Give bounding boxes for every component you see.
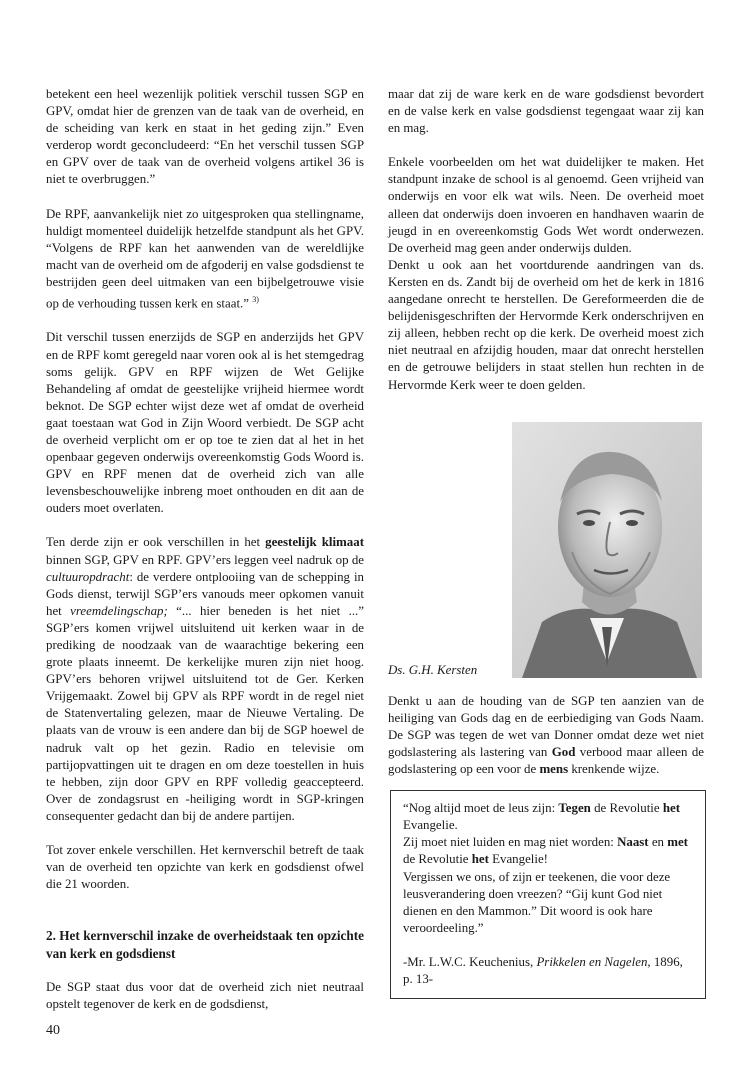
quote-box [390, 790, 706, 999]
section-heading: 2. Het kernverschil inzake de overheidstaak ten opzichte van kerk en godsdienst [46, 928, 364, 961]
quote-line: Vergissen we ons, of zijn er teekenen, die voor deze leusverandering doen vreezen? “Gij kunt God niet dienen en den Mammon.” Dit woord is ook hare veroordeeling.” [403, 869, 671, 935]
paragraph: Dit verschil tussen enerzijds de SGP en anderzijds het GPV en de RPF komt geregeld naar voren ook al is het stemgedrag soms gelijk. GPV en RPF wijzen de Wet Gelijke Behandeling af omdat de geestelijke vrijheid hiermee wordt beknot. De SGP echter wijst deze wet af omdat de overheid gaat toestaan wat God in Zijn Woord verbiedt. De SGP acht de overheid verplicht om er op toe te zien dat al het in het openbaar gegeven onderwijs overeenkomstig Gods Woord is. GPV en RPF menen dat de overheid zich van alle levensbeschouwelijke inbreng moet onthouden en dit aan de ouders moet overlaten. [46, 330, 364, 516]
quote-line: “Nog altijd moet de leus zijn: Tegen de Revolutie het Evangelie. [403, 801, 681, 833]
photo-caption: Ds. G.H. Kersten [388, 662, 478, 677]
italic-term: vreemdelingschap; [70, 603, 168, 618]
quote-source: -Mr. L.W.C. Keuchenius, Prikkelen en Nagelen, 1896, p. 13- [403, 954, 683, 986]
paragraph: maar dat zij de ware kerk en de ware godsdienst bevordert en de valse kerk en valse godsdienst tegengaat waar zij kan en mag. [388, 87, 704, 136]
paragraph: Denkt u aan de houding van de SGP ten aanzien van de heiliging van Gods dag en de eerbiediging van Gods Naam. De SGP was tegen de wet van Donner omdat deze wet niet godslastering als lastering van God verbood maar alleen de godslastering op een voor de mens krenkende wijze. [388, 693, 704, 777]
bold-term: God [551, 744, 576, 759]
portrait-drawing [512, 422, 702, 678]
bold-term: mens [539, 762, 569, 777]
right-column [388, 86, 704, 999]
paragraph-text: De RPF, aanvankelijk niet zo uitgesproken qua stellingname, huldigt momenteel duidelijk hetzelfde standpunt als het GPV. “Volgens de RPF kan het aanwenden van de wereldlijke macht van de overheid om de afgoderij en valse godsdienst te bestrijden geen deel uitmaken van een bijbelgetrouwe visie op de verhouding tussen kerk en staat.” [46, 206, 364, 311]
portrait-photo [512, 422, 702, 678]
paragraph: Enkele voorbeelden om het wat duidelijker te maken. Het standpunt inzake de school is al genoemd. Geen vrijheid van onderwijs en voor elk wat wils. Neen. De overheid moet alleen dat onderwijs doen invoeren en handhaven waarin de jeugd in en overeenkomstig Gods Wet wordt onderwezen. De overheid mag geen ander onderwijs dulden. [388, 155, 704, 255]
paragraph: Tot zover enkele verschillen. Het kernverschil betreft de taak van de overheid ten opzichte van kerk en godsdienst ofwel die 21 woorden. [46, 843, 364, 892]
paragraph: De SGP staat dus voor dat de overheid zich niet neutraal opstelt tegenover de kerk en de godsdienst, [46, 980, 364, 1012]
quote-line: Zij moet niet luiden en mag niet worden: Naast en met de Revolutie het Evangelie! [403, 835, 688, 867]
italic-term: cultuuropdracht [46, 569, 130, 584]
left-column [46, 86, 364, 1014]
footnote-ref: 3) [252, 295, 259, 305]
bold-term: geestelijk klimaat [265, 535, 364, 550]
paragraph: Denkt u ook aan het voortdurende aandringen van ds. Kersten en ds. Zandt bij de overheid om het de kerk in 1816 aangedane onrecht te herstellen. De Gereformeerden die de belijdenisgeschriften der Hervormde Kerk onderschrijven en zij alleen, hebben recht op die kerk. De overheid moest zich niet neutraal en afzijdig houden, maar dat onrecht herstellen en de getrouwe belijders in staat stellen hun rechten in de Hervormde Kerk weer te doen gelden. [388, 257, 704, 392]
page-number: 40 [46, 1023, 60, 1038]
paragraph [46, 206, 364, 313]
paragraph: Ten derde zijn er ook verschillen in het geestelijk klimaat binnen SGP, GPV en RPF. GPV’ers leggen veel nadruk op de cultuuropdracht: de verdere ontplooiing van de schepping in Gods dienst, terwijl SGP’ers vanouds meer opkomen vanuit het vreemdelingschap; “... hier beneden is het niet ...” SGP’ers komen vrijwel uitsluitend uit kerken waar in de prediking de noodzaak van de waarachtige bekering een grote plaats inneemt. De kerkelijke muren zijn niet hoog. GPV’ers behoren vrijwel uitsluitend tot de Ger. Kerken Vrijgemaakt. Zowel bij GPV als RPF wordt in de regel niet de Statenvertaling gelezen, maar de Nieuwe Vertaling. De plaats van de vrouw is een andere dan bij de SGP hoewel de nadruk valt op het gezin. Radio en televisie om partijopvattingen uit te dragen en om deze toestellen in huis te hebben, zijn door GPV en RPF volledig geaccepteerd. Over de zondagsrust en -heiliging wordt in SGP-kringen consequenter gedacht dan bij de andere partijen. [46, 535, 364, 823]
paragraph: betekent een heel wezenlijk politiek verschil tussen SGP en GPV, omdat hier de grenzen van de taak van de overheid, en de scheiding van kerk en staat in het geding zijn.” Even verderop wordt geconcludeerd: “En het verschil tussen SGP en GPV over de taak van de overheid volgens artikel 36 is niet te overbruggen.” [46, 87, 364, 187]
